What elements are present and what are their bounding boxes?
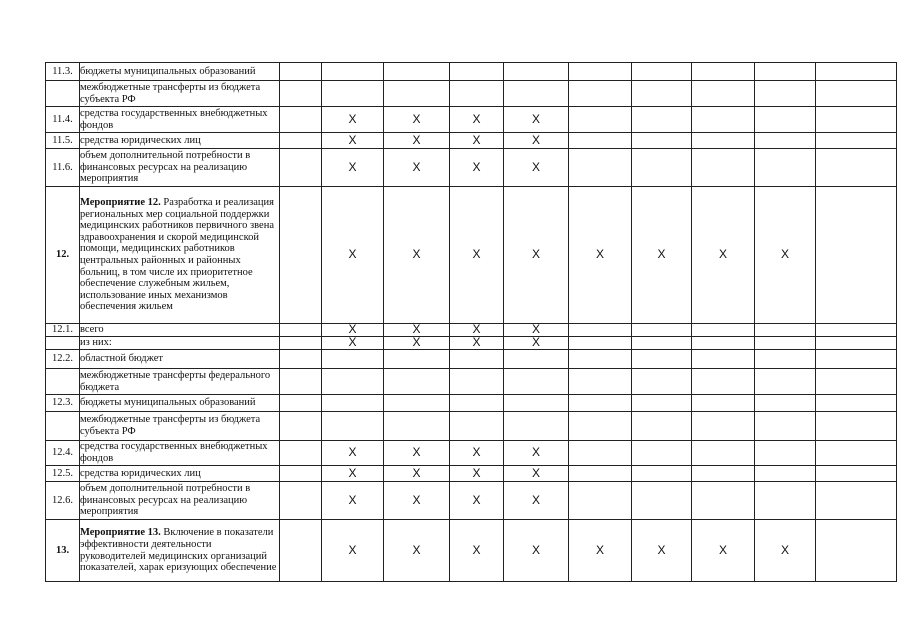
value-cell — [816, 81, 897, 107]
row-description — [80, 107, 280, 133]
value-cell — [322, 350, 384, 369]
value-cell — [504, 395, 569, 412]
table-row — [46, 63, 897, 81]
row-description — [80, 187, 280, 324]
value-cell — [384, 412, 450, 441]
value-cell: X — [450, 324, 504, 337]
value-cell — [692, 466, 755, 482]
row-number — [46, 337, 80, 350]
row-number: 11.3. — [46, 63, 80, 81]
value-cell — [755, 369, 816, 395]
value-cell: X — [384, 466, 450, 482]
value-cell: X — [450, 107, 504, 133]
value-cell — [632, 324, 692, 337]
value-cell — [692, 107, 755, 133]
value-cell: X — [504, 187, 569, 324]
empty-cell — [280, 133, 322, 149]
value-cell — [569, 482, 632, 520]
value-cell: X — [450, 466, 504, 482]
empty-cell — [280, 81, 322, 107]
value-cell: X — [569, 187, 632, 324]
row-description — [80, 149, 280, 187]
value-cell — [504, 369, 569, 395]
value-cell — [692, 441, 755, 466]
value-cell — [322, 395, 384, 412]
value-cell — [755, 133, 816, 149]
row-number: 11.5. — [46, 133, 80, 149]
value-cell — [569, 324, 632, 337]
row-number — [46, 412, 80, 441]
value-cell: X — [384, 133, 450, 149]
value-cell: X — [450, 337, 504, 350]
value-cell — [692, 133, 755, 149]
value-cell — [755, 63, 816, 81]
value-cell — [384, 63, 450, 81]
value-cell — [632, 412, 692, 441]
value-cell — [384, 350, 450, 369]
empty-cell — [280, 395, 322, 412]
value-cell — [632, 466, 692, 482]
description-text: средства государственных внебюджетных фондов — [80, 107, 268, 131]
value-cell: X — [322, 149, 384, 187]
row-description — [80, 350, 280, 369]
row-description — [80, 395, 280, 412]
description-text: Включение в показатели эффективности деятельности руководителей медицинских организаций показателей, харак еризующих обеспечение — [80, 527, 277, 574]
value-cell: X — [450, 187, 504, 324]
value-cell — [755, 324, 816, 337]
value-cell — [816, 520, 897, 582]
value-cell: X — [450, 441, 504, 466]
value-cell — [450, 350, 504, 369]
value-cell: X — [450, 133, 504, 149]
empty-cell — [280, 324, 322, 337]
row-number: 12.4. — [46, 441, 80, 466]
value-cell — [632, 337, 692, 350]
description-text: областной бюджет — [80, 353, 163, 365]
value-cell — [755, 107, 816, 133]
value-cell: X — [322, 466, 384, 482]
row-description — [80, 441, 280, 466]
row-number: 12.2. — [46, 350, 80, 369]
table-row — [46, 337, 897, 350]
empty-cell — [280, 107, 322, 133]
table-row — [46, 133, 897, 149]
value-cell — [692, 350, 755, 369]
value-cell — [569, 466, 632, 482]
table-row — [46, 520, 897, 582]
value-cell — [450, 369, 504, 395]
description-text: бюджеты муниципальных образований — [80, 397, 256, 409]
row-description — [80, 337, 280, 350]
value-cell: X — [384, 187, 450, 324]
value-cell — [632, 350, 692, 369]
value-cell — [755, 350, 816, 369]
value-cell — [692, 337, 755, 350]
value-cell — [755, 395, 816, 412]
value-cell — [569, 337, 632, 350]
value-cell: X — [450, 482, 504, 520]
value-cell — [569, 133, 632, 149]
empty-cell — [280, 466, 322, 482]
description-text: всего — [80, 324, 104, 336]
value-cell — [692, 149, 755, 187]
row-description — [80, 412, 280, 441]
value-cell — [632, 63, 692, 81]
empty-cell — [280, 63, 322, 81]
description-text: межбюджетные трансферты из бюджета субъекта РФ — [80, 414, 261, 437]
value-cell — [692, 482, 755, 520]
value-cell: X — [384, 149, 450, 187]
value-cell: X — [755, 187, 816, 324]
row-number: 13. — [46, 520, 80, 582]
value-cell — [755, 81, 816, 107]
value-cell: X — [504, 520, 569, 582]
value-cell: X — [504, 337, 569, 350]
value-cell — [504, 81, 569, 107]
empty-cell — [280, 482, 322, 520]
table-row — [46, 369, 897, 395]
value-cell: X — [384, 337, 450, 350]
value-cell — [816, 441, 897, 466]
value-cell — [384, 395, 450, 412]
description-text: Разработка и реализация региональных мер социальной поддержки медицинских работников первичного звена здравоохранения и скорой медицинской помощи, медицинских работников центральных районных и районных больниц, в том числе их приоритетное обеспечение служебным жильем, использование иных механизмов обеспечения жильем — [80, 197, 274, 313]
value-cell — [755, 412, 816, 441]
value-cell — [569, 369, 632, 395]
empty-cell — [280, 187, 322, 324]
value-cell — [692, 324, 755, 337]
measure-title: Мероприятие 12. — [80, 197, 161, 209]
value-cell — [569, 395, 632, 412]
empty-cell — [280, 350, 322, 369]
table-row — [46, 395, 897, 412]
empty-cell — [280, 369, 322, 395]
value-cell: X — [322, 133, 384, 149]
value-cell — [632, 482, 692, 520]
value-cell: X — [504, 482, 569, 520]
value-cell: X — [692, 520, 755, 582]
table-row — [46, 482, 897, 520]
value-cell — [569, 107, 632, 133]
value-cell — [632, 369, 692, 395]
value-cell: X — [504, 107, 569, 133]
value-cell: X — [384, 107, 450, 133]
value-cell: X — [632, 187, 692, 324]
row-description — [80, 324, 280, 337]
value-cell — [755, 441, 816, 466]
value-cell — [755, 482, 816, 520]
value-cell — [450, 412, 504, 441]
description-text: средства юридических лиц — [80, 467, 201, 479]
value-cell: X — [322, 337, 384, 350]
value-cell — [755, 337, 816, 350]
table-row — [46, 149, 897, 187]
table-body — [46, 63, 897, 582]
row-description — [80, 466, 280, 482]
row-description — [80, 133, 280, 149]
value-cell: X — [322, 107, 384, 133]
row-number: 12.3. — [46, 395, 80, 412]
empty-cell — [280, 337, 322, 350]
value-cell — [569, 350, 632, 369]
financing-table — [45, 62, 897, 582]
value-cell — [816, 107, 897, 133]
row-number — [46, 81, 80, 107]
row-number: 12. — [46, 187, 80, 324]
value-cell — [632, 441, 692, 466]
value-cell: X — [384, 441, 450, 466]
value-cell — [755, 149, 816, 187]
measure-title: Мероприятие 13. — [80, 527, 161, 539]
value-cell: X — [384, 520, 450, 582]
description-text: бюджеты муниципальных образований — [80, 65, 256, 77]
description-text: из них: — [80, 337, 112, 349]
value-cell: X — [504, 133, 569, 149]
value-cell: X — [755, 520, 816, 582]
empty-cell — [280, 520, 322, 582]
value-cell — [816, 395, 897, 412]
value-cell — [569, 63, 632, 81]
value-cell: X — [504, 466, 569, 482]
value-cell — [569, 412, 632, 441]
value-cell: X — [450, 149, 504, 187]
row-number: 12.1. — [46, 324, 80, 337]
value-cell: X — [384, 482, 450, 520]
value-cell — [755, 466, 816, 482]
value-cell — [322, 63, 384, 81]
value-cell — [692, 412, 755, 441]
row-number: 12.5. — [46, 466, 80, 482]
value-cell — [816, 350, 897, 369]
value-cell — [692, 81, 755, 107]
empty-cell — [280, 441, 322, 466]
value-cell: X — [322, 441, 384, 466]
empty-cell — [280, 412, 322, 441]
table-row — [46, 81, 897, 107]
row-number: 11.6. — [46, 149, 80, 187]
value-cell: X — [322, 520, 384, 582]
empty-cell — [280, 149, 322, 187]
table-row — [46, 324, 897, 337]
value-cell: X — [450, 520, 504, 582]
value-cell — [816, 63, 897, 81]
description-text: межбюджетные трансферты федерального бюджета — [80, 369, 271, 393]
value-cell — [322, 412, 384, 441]
value-cell — [384, 369, 450, 395]
table-row — [46, 187, 897, 324]
description-text: объем дополнительной потребности в финансовых ресурсах на реализацию мероприятия — [80, 150, 251, 185]
value-cell — [504, 63, 569, 81]
value-cell: X — [632, 520, 692, 582]
table-row — [46, 412, 897, 441]
value-cell: X — [569, 520, 632, 582]
value-cell — [632, 395, 692, 412]
row-description — [80, 81, 280, 107]
value-cell: X — [692, 187, 755, 324]
value-cell — [569, 441, 632, 466]
value-cell — [632, 107, 692, 133]
value-cell — [632, 133, 692, 149]
value-cell: X — [322, 324, 384, 337]
value-cell — [692, 395, 755, 412]
row-number — [46, 369, 80, 395]
description-text: средства государственных внебюджетных фондов — [80, 441, 268, 464]
value-cell — [632, 81, 692, 107]
value-cell — [450, 81, 504, 107]
row-number: 11.4. — [46, 107, 80, 133]
value-cell — [384, 81, 450, 107]
value-cell — [692, 369, 755, 395]
table-row — [46, 107, 897, 133]
value-cell — [322, 369, 384, 395]
table-row — [46, 441, 897, 466]
value-cell — [692, 63, 755, 81]
row-description — [80, 520, 280, 582]
description-text: межбюджетные трансферты из бюджета субъекта РФ — [80, 81, 261, 105]
value-cell — [504, 350, 569, 369]
description-text: объем дополнительной потребности в финансовых ресурсах на реализацию мероприятия — [80, 483, 251, 518]
value-cell: X — [322, 482, 384, 520]
value-cell: X — [384, 324, 450, 337]
value-cell — [569, 149, 632, 187]
value-cell — [450, 63, 504, 81]
value-cell — [816, 324, 897, 337]
value-cell: X — [504, 441, 569, 466]
value-cell — [816, 149, 897, 187]
value-cell — [504, 412, 569, 441]
table-row — [46, 466, 897, 482]
row-description — [80, 63, 280, 81]
value-cell — [322, 81, 384, 107]
row-description — [80, 482, 280, 520]
value-cell — [816, 482, 897, 520]
value-cell — [816, 466, 897, 482]
value-cell — [632, 149, 692, 187]
value-cell — [816, 337, 897, 350]
row-description — [80, 369, 280, 395]
value-cell — [450, 395, 504, 412]
value-cell: X — [504, 149, 569, 187]
table-row — [46, 350, 897, 369]
value-cell — [816, 133, 897, 149]
value-cell — [816, 369, 897, 395]
value-cell — [816, 187, 897, 324]
value-cell — [569, 81, 632, 107]
value-cell: X — [504, 324, 569, 337]
description-text: средства юридических лиц — [80, 134, 201, 146]
value-cell — [816, 412, 897, 441]
value-cell: X — [322, 187, 384, 324]
row-number: 12.6. — [46, 482, 80, 520]
